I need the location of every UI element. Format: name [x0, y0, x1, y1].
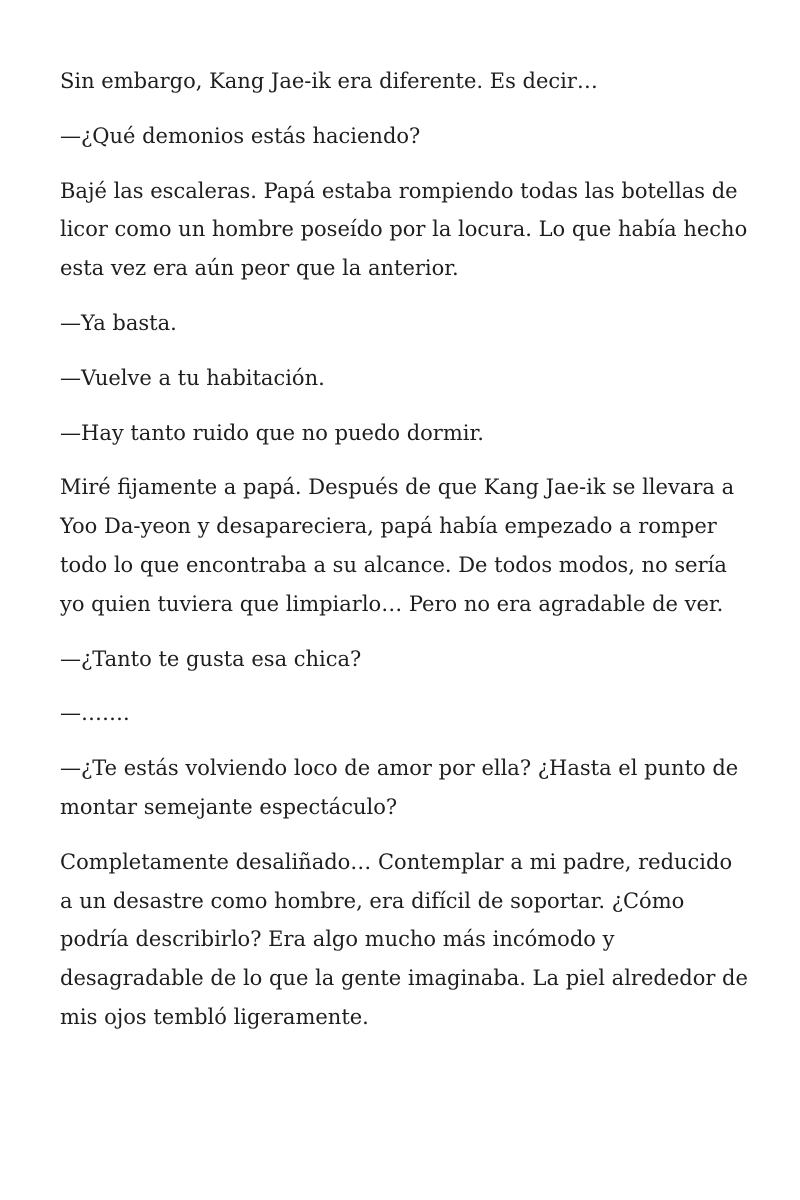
- dialogue-line-6: —…….: [60, 701, 130, 726]
- reading-page: [60, 62, 750, 1053]
- paragraph-4: Completamente desaliñado… Contemplar a mi padre, reducido a un desastre como hombre, era difícil de soportar. ¿Cómo podría describirlo? Era algo mucho más incómodo y desagradable de lo que la gente imaginaba. La piel alrededor de mis ojos tembló ligeramente.: [60, 849, 748, 1029]
- dialogue-line-7: —¿Te estás volviendo loco de amor por ella? ¿Hasta el punto de montar semejante espectáculo?: [60, 756, 739, 819]
- dialogue-line-3: —Vuelve a tu habitación.: [60, 365, 325, 390]
- dialogue-line-1: —¿Qué demonios estás haciendo?: [60, 123, 421, 148]
- paragraph-1: Sin embargo, Kang Jae-ik era diferente. Es decir…: [60, 69, 598, 93]
- dialogue-line-5: —¿Tanto te gusta esa chica?: [60, 646, 362, 671]
- dialogue-line-4: —Hay tanto ruido que no puedo dormir.: [60, 420, 484, 445]
- dialogue-line-2: —Ya basta.: [60, 310, 177, 335]
- paragraph-2: Bajé las escaleras. Papá estaba rompiendo todas las botellas de licor como un hombre poseído por la locura. Lo que había hecho esta vez era aún peor que la anterior.: [60, 178, 748, 281]
- paragraph-3: Miré fijamente a papá. Después de que Kang Jae-ik se llevara a Yoo Da-yeon y desapareciera, papá había empezado a romper todo lo que encontraba a su alcance. De todos modos, no sería yo quien tuviera que limpiarlo… Pero no era agradable de ver.: [60, 475, 735, 616]
